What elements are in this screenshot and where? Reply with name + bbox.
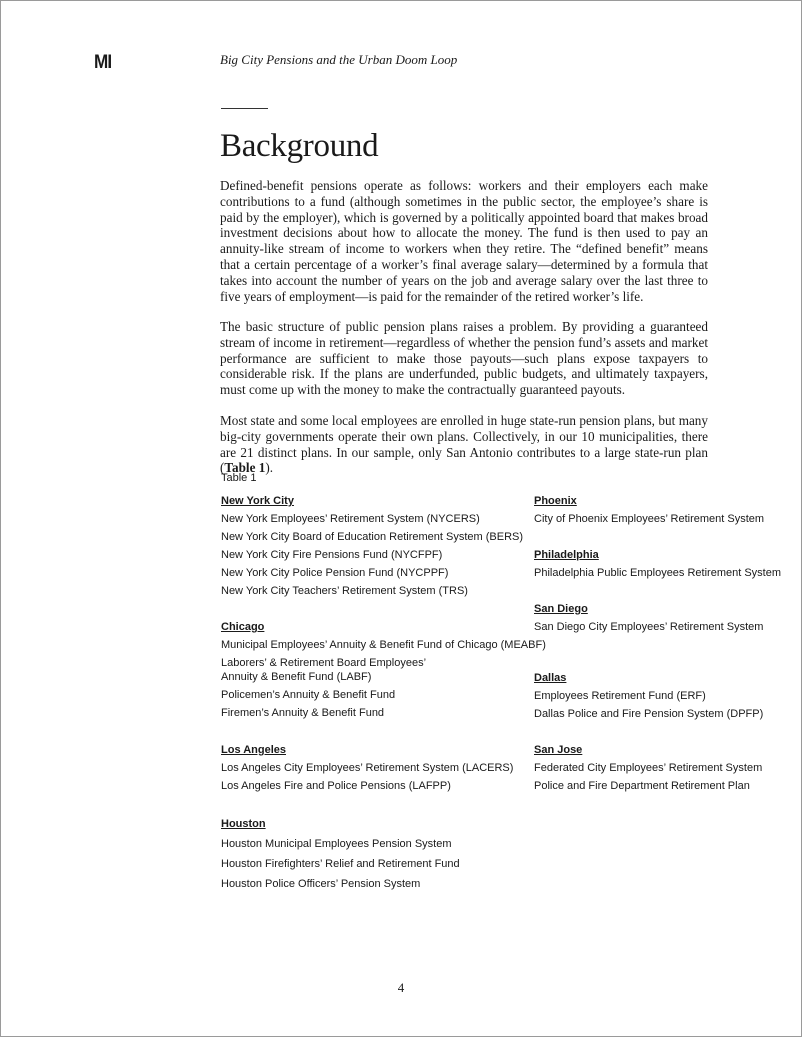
city-heading: San Jose — [534, 744, 583, 756]
plan-item: New York City Teachers’ Retirement System (TRS) — [221, 585, 468, 597]
city-heading: Chicago — [221, 621, 265, 633]
page-number: 4 — [397, 980, 405, 995]
city-heading: Phoenix — [534, 495, 577, 507]
running-title: Big City Pensions and the Urban Doom Loop — [220, 52, 458, 67]
city-heading: Philadelphia — [534, 549, 599, 561]
paragraph-1: Defined-benefit pensions operate as follows: workers and their employers each make contributions to a fund (although sometimes in the public sector, the employee’s share is paid by the employer), which is governed by a politically appointed board that makes broad investment decisions about how to allocate the money. The fund is then used to pay an annuity-like stream of income to workers when they retire. The “defined benefit” means that a certain percentage of a worker’s final average salary—determined by a formula that takes into account the number of years on the job and average salary over the last three to five years of employment—is paid for the remainder of the retired worker’s life. — [220, 178, 708, 304]
city-heading: Houston — [221, 818, 266, 830]
plan-item: Philadelphia Public Employees Retirement System — [534, 567, 782, 579]
plan-item: Houston Municipal Employees Pension System — [221, 838, 452, 850]
city-group-dallas — [534, 671, 763, 725]
plan-item: Police and Fire Department Retirement Plan — [534, 780, 750, 792]
paragraph-3-text: Most state and some local employees are enrolled in huge state-run pension plans, but many big-city governments operate their own plans. Collectively, in our 10 municipalities, there are 21 distinct plans. In our sample, only San Antonio contributes to a large state-run plan ( — [220, 413, 708, 476]
plan-item: Federated City Employees’ Retirement System — [534, 762, 763, 774]
plan-item: Laborers’ & Retirement Board Employees’ Annuity & Benefit Fund (LABF) — [221, 657, 427, 683]
plan-item: Policemen’s Annuity & Benefit Fund — [221, 689, 396, 701]
plan-item: Employees Retirement Fund (ERF) — [534, 690, 706, 702]
plan-item: New York City Board of Education Retirement System (BERS) — [221, 531, 524, 543]
plan-item: Los Angeles Fire and Police Pensions (LAFPP) — [221, 780, 451, 792]
plan-item: Firemen’s Annuity & Benefit Fund — [221, 707, 385, 719]
city-group-new-york — [221, 494, 523, 602]
city-heading: Los Angeles — [221, 744, 286, 756]
city-group-san-diego — [534, 602, 763, 638]
plan-item: Houston Police Officers’ Pension System — [221, 878, 421, 890]
city-group-los-angeles — [221, 743, 513, 797]
plan-item: New York City Police Pension Fund (NYCPPF) — [221, 567, 449, 579]
section-title: Background — [220, 128, 379, 164]
city-group-philadelphia — [534, 548, 781, 584]
city-group-chicago — [221, 620, 546, 724]
plan-item: Dallas Police and Fire Pension System (DPFP) — [534, 708, 764, 720]
plan-item: City of Phoenix Employees’ Retirement System — [534, 513, 765, 525]
plan-item: Houston Firefighters’ Relief and Retirement Fund — [221, 858, 460, 870]
city-group-phoenix — [534, 494, 764, 530]
plan-item: San Diego City Employees’ Retirement System — [534, 621, 764, 633]
city-heading: Dallas — [534, 672, 567, 684]
title-rule — [221, 108, 268, 109]
table-label: Table 1 — [221, 472, 257, 484]
paragraph-2: The basic structure of public pension plans raises a problem. By providing a guaranteed stream of income in retirement—regardless of whether the pension fund’s assets and market performance are sufficient to make those payouts—such plans expose taxpayers to considerable risk. If the plans are underfunded, public budgets, and ultimately taxpayers, must come up with the money to make the contractually guaranteed payouts. — [220, 319, 708, 398]
paragraph-3 — [220, 413, 708, 476]
city-heading: New York City — [221, 495, 294, 507]
plan-item: New York City Fire Pensions Fund (NYCFPF) — [221, 549, 443, 561]
plan-item: New York Employees’ Retirement System (NYCERS) — [221, 513, 480, 525]
publisher-logo: MI — [94, 52, 112, 73]
paragraph-3-end: ). — [265, 460, 274, 476]
table-reference[interactable]: Table 1 — [224, 460, 266, 476]
city-group-houston — [221, 817, 460, 897]
plan-item: Municipal Employees’ Annuity & Benefit Fund of Chicago (MEABF) — [221, 639, 546, 651]
plan-item: Los Angeles City Employees’ Retirement System (LACERS) — [221, 762, 514, 774]
city-heading: San Diego — [534, 603, 588, 615]
city-group-san-jose — [534, 743, 762, 797]
